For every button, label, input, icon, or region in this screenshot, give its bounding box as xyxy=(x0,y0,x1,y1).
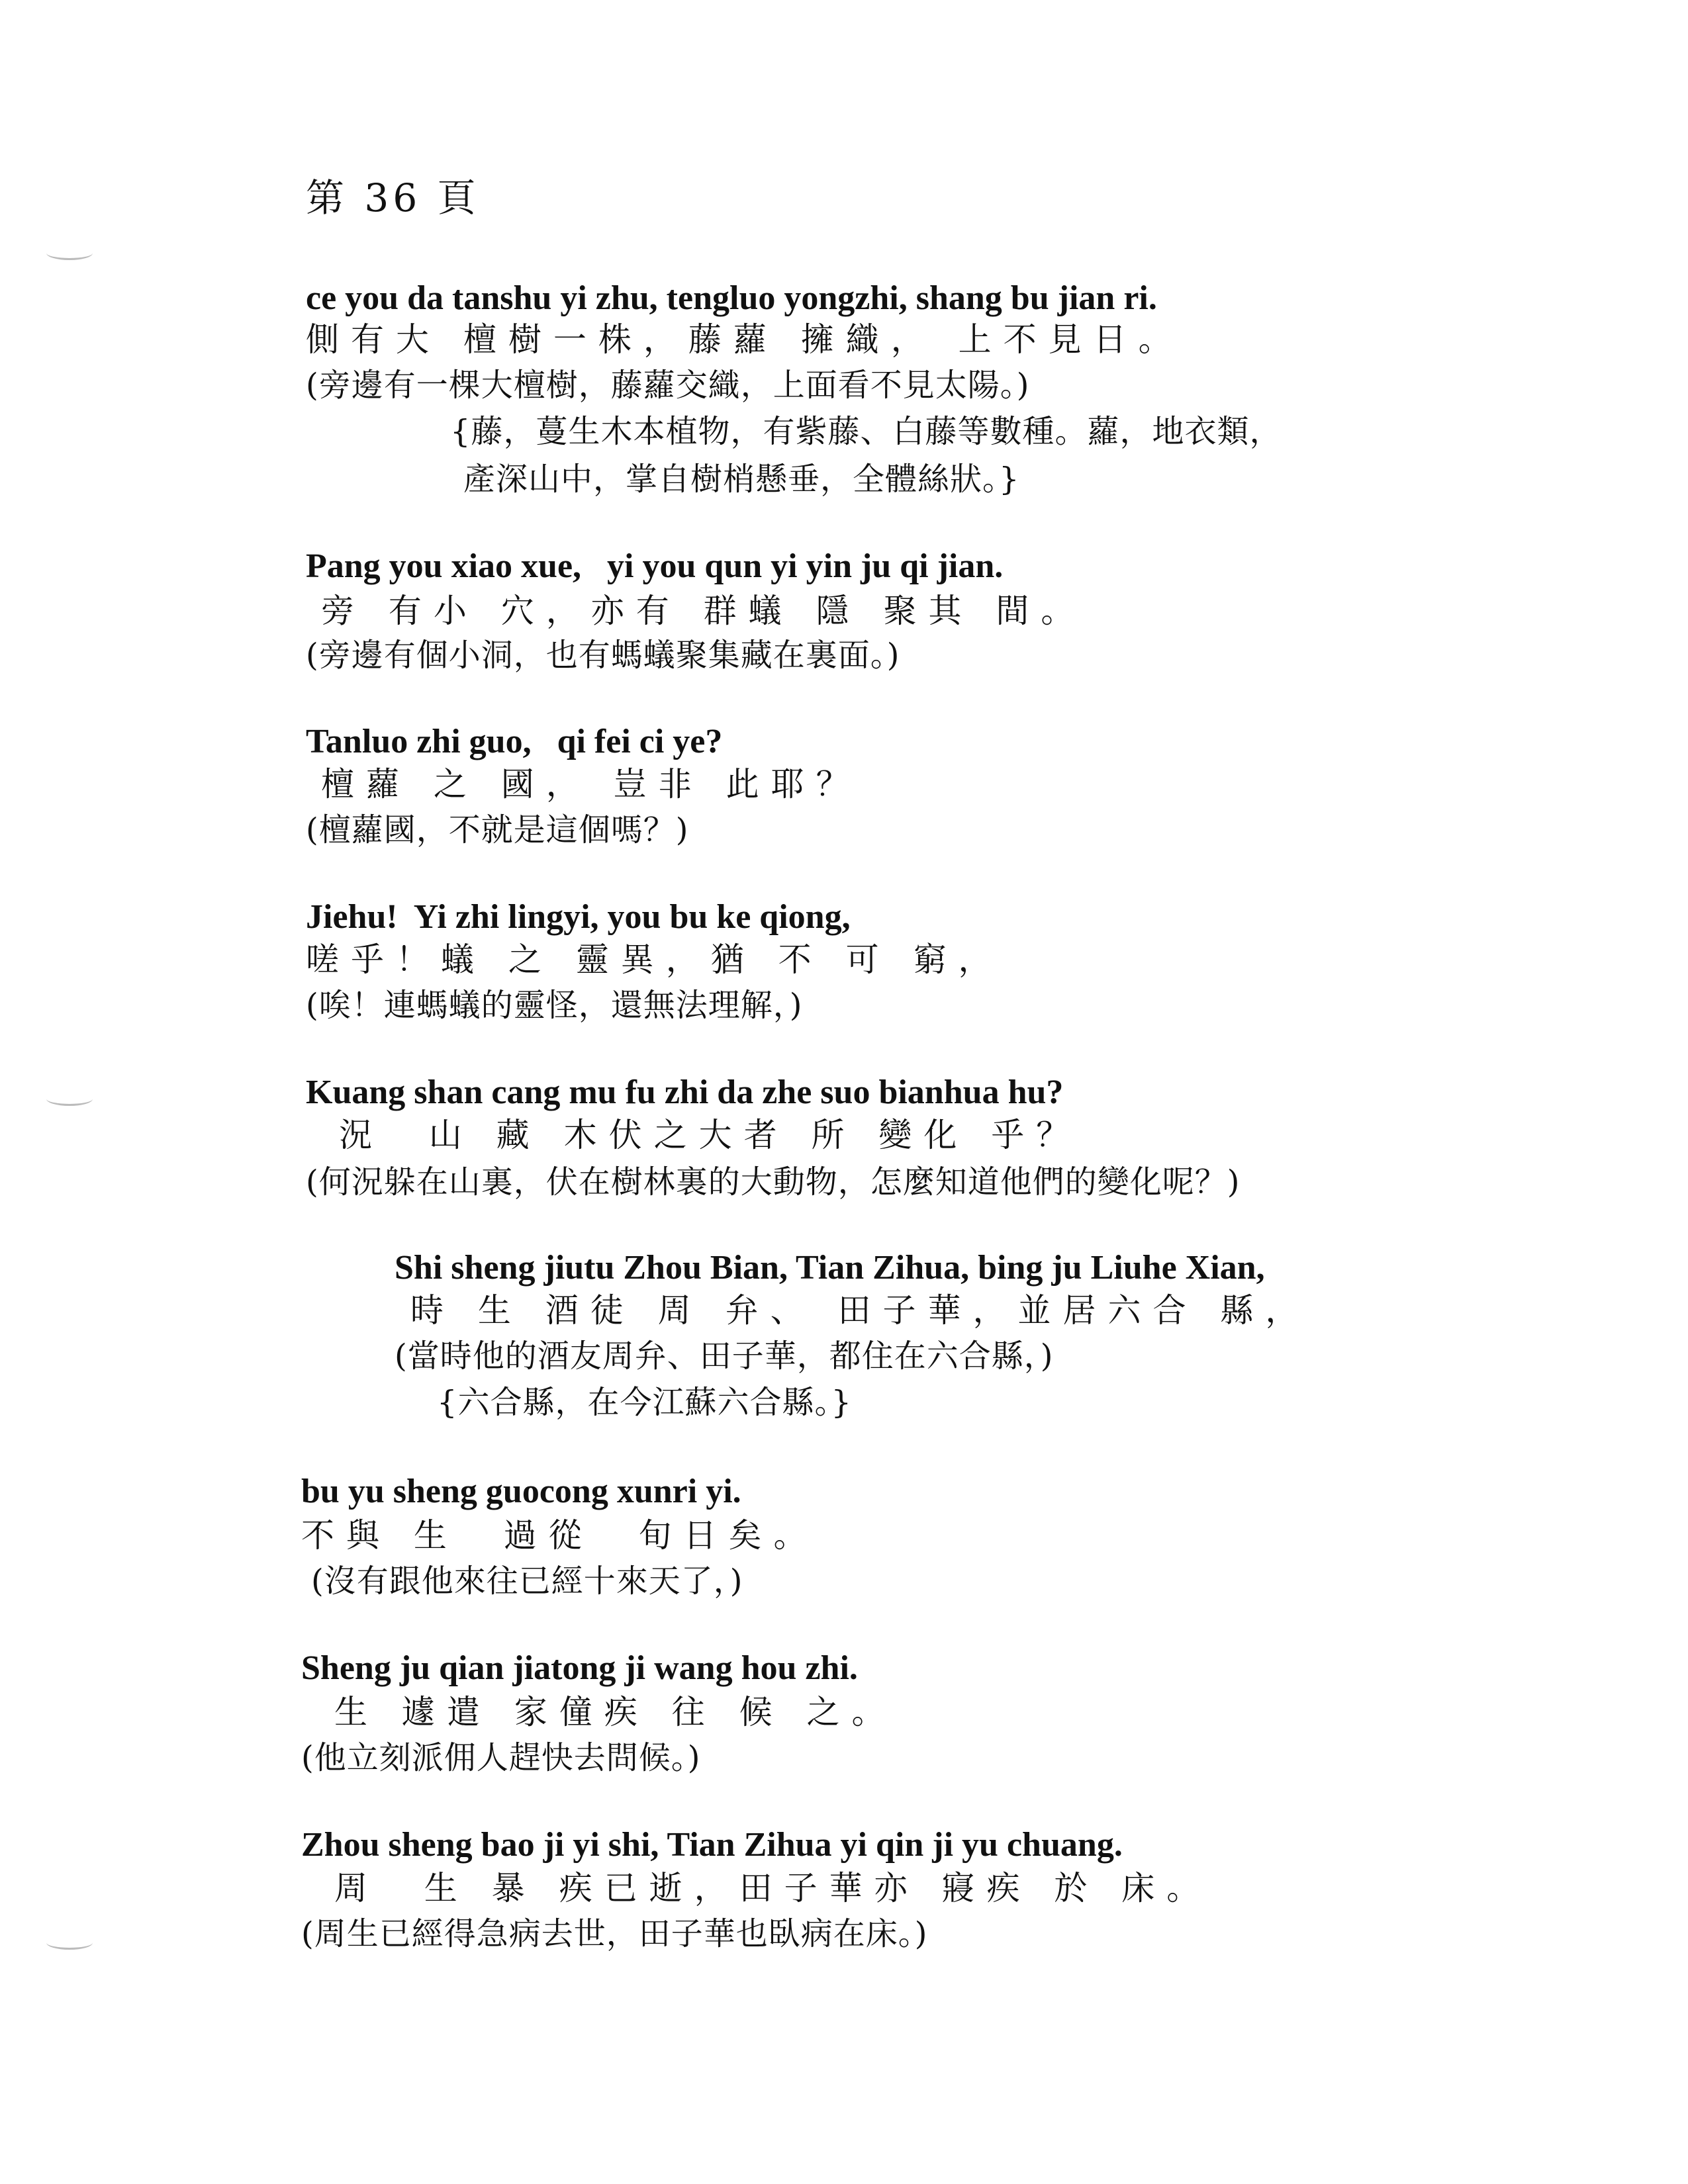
pinyin-line: Kuang shan cang mu fu zhi da zhe suo bianhua hu? xyxy=(306,1073,1064,1111)
translation-line: (旁邊有一棵大檀樹，藤蘿交織，上面看不見太陽。) xyxy=(306,367,1030,404)
translation-line: (當時他的酒友周弁、田子華，都住在六合縣，) xyxy=(395,1338,1054,1375)
pinyin-line: Zhou sheng bao ji yi shi, Tian Zihua yi qin ji yu chuang. xyxy=(301,1826,1123,1864)
scan-mark xyxy=(46,1092,93,1106)
hanzi-line: 生 遽遣 家僮疾 往 候 之。 xyxy=(334,1693,897,1731)
translation-line: (他立刻派佣人趕快去問候。) xyxy=(301,1739,701,1776)
pinyin-line: Jiehu! Yi zhi lingyi, you bu ke qiong, xyxy=(306,898,851,936)
hanzi-line: 況 山 藏 木伏之大者 所 變化 乎？ xyxy=(339,1116,1082,1154)
translation-line: (沒有跟他來往已經十來天了，) xyxy=(311,1563,743,1600)
translation-line: (檀蘿國，不就是這個嗎？) xyxy=(306,811,689,848)
translation-line: (旁邊有個小洞，也有螞蟻聚集藏在裏面。) xyxy=(306,637,900,674)
note-line: 產深山中，掌自樹梢懸垂，全體絲狀。} xyxy=(463,461,1020,498)
pinyin-line: ce you da tanshu yi zhu, tengluo yongzhi, shang bu jian ri. xyxy=(306,279,1157,317)
translation-line: (周生已經得急病去世，田子華也臥病在床。) xyxy=(301,1915,928,1952)
pinyin-line: bu yu sheng guocong xunri yi. xyxy=(301,1473,741,1510)
page-header: 第 36 頁 xyxy=(306,175,480,220)
hanzi-line: 側有大 檀樹一株，藤蘿 擁織， 上不見日。 xyxy=(306,320,1184,359)
hanzi-line: 周 生 暴 疾已逝，田子華亦 寢疾 於 床。 xyxy=(334,1869,1212,1907)
note-line: {藤，蔓生木本植物，有紫藤、白藤等數種。蘿，地衣類， xyxy=(450,413,1282,450)
pinyin-line: Sheng ju qian jiatong ji wang hou zhi. xyxy=(301,1649,858,1687)
pinyin-line: Shi sheng jiutu Zhou Bian, Tian Zihua, bing ju Liuhe Xian, xyxy=(395,1249,1265,1287)
hanzi-line: 時 生 酒徒 周 弁、 田子華，並居六合 縣， xyxy=(410,1291,1311,1330)
pinyin-line: Tanluo zhi guo, qi fei ci ye? xyxy=(306,723,723,760)
scan-mark xyxy=(46,1936,93,1950)
hanzi-line: 嗟乎！蟻 之 靈異，猶 不 可 窮， xyxy=(306,940,1004,979)
hanzi-line: 不與 生 過從 旬日矣。 xyxy=(301,1516,819,1555)
pinyin-line: Pang you xiao xue, yi you qun yi yin ju qi jian. xyxy=(306,547,1004,585)
translation-line: (唉！連螞蟻的靈怪，還無法理解，) xyxy=(306,987,803,1024)
hanzi-line: 檀蘿 之 國， 豈非 此耶？ xyxy=(321,765,861,803)
note-line: {六合縣，在今江蘇六合縣。} xyxy=(437,1384,853,1421)
scan-mark xyxy=(46,246,93,260)
translation-line: (何況躲在山裏，伏在樹林裏的大動物，怎麼知道他們的變化呢？) xyxy=(306,1163,1241,1201)
hanzi-line: 旁 有小 穴，亦有 群蟻 隱 聚其 間。 xyxy=(321,592,1086,630)
